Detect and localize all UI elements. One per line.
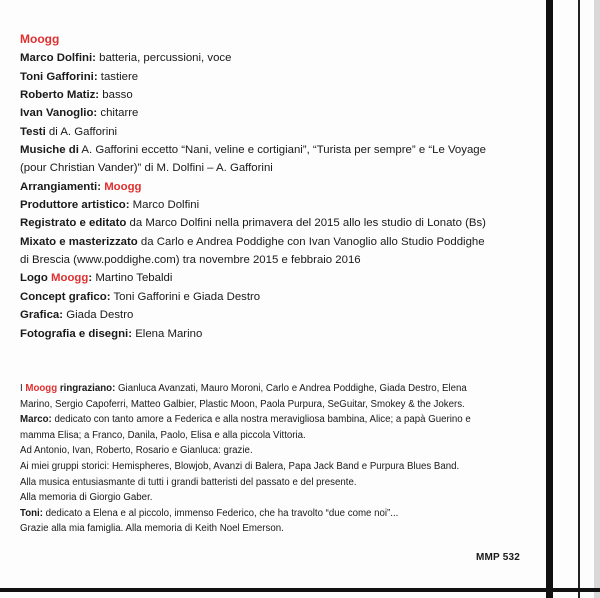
mixato-credit-cont: di Brescia (www.poddighe.com) tra novembre 2015 e febbraio 2016 — [20, 254, 361, 267]
registrato-credit: Registrato e editato da Marco Dolfini nella primavera del 2015 allo les studio di Lonato (Bs) — [20, 217, 486, 230]
thanks-intro: I Moogg ringraziano: Gianluca Avanzati, Mauro Moroni, Carlo e Andrea Poddighe, Giada Destro, Elena — [20, 383, 467, 394]
thanks-line: Ad Antonio, Ivan, Roberto, Rosario e Gianluca: grazie. — [20, 445, 253, 457]
mixato-credit: Mixato e masterizzato da Carlo e Andrea Poddighe con Ivan Vanoglio allo Studio Poddighe — [20, 235, 485, 248]
spine-rule-thick — [546, 0, 553, 598]
band-name: Moogg — [20, 32, 60, 46]
thanks-line: Alla memoria di Giorgio Gaber. — [20, 492, 153, 504]
member-credit: Marco Dolfini: batteria, percussioni, voce — [20, 52, 232, 65]
band-heading — [20, 30, 540, 49]
spine-rule-thin — [578, 0, 580, 598]
credits-block — [20, 30, 540, 343]
arrangiamenti-credit: Arrangiamenti: Moogg — [20, 180, 142, 193]
bottom-rule — [0, 588, 600, 592]
thanks-line: Alla musica entusiasmante di tutti i grandi batteristi del passato e del presente. — [20, 476, 357, 488]
member-credit: Ivan Vanoglio: chitarre — [20, 107, 139, 120]
logo-credit: Logo Moogg: Martino Tebaldi — [20, 272, 173, 285]
member-credit: Roberto Matiz: basso — [20, 89, 133, 102]
thanks-line: Marino, Sergio Capoferri, Matteo Galbier, Plastic Moon, Paola Purpura, SeGuitar, Smokey & the Jokers. — [20, 398, 465, 410]
foto-credit: Fotografia e disegni: Elena Marino — [20, 327, 203, 340]
grafica-credit: Grafica: Giada Destro — [20, 309, 134, 322]
thanks-line: mamma Elisa; a Franco, Danila, Paolo, Elisa e alla piccola Vittoria. — [20, 429, 306, 441]
testi-credit: Testi di A. Gafforini — [20, 125, 118, 138]
thanks-block — [20, 381, 540, 537]
spine-edge-shadow — [594, 0, 600, 598]
produttore-credit: Produttore artistico: Marco Dolfini — [20, 199, 200, 212]
member-credit: Toni Gafforini: tastiere — [20, 70, 139, 83]
concept-credit: Concept grafico: Toni Gafforini e Giada Destro — [20, 290, 261, 303]
catalog-number: MMP 532 — [475, 552, 520, 563]
thanks-line: Grazie alla mia famiglia. Alla memoria di Keith Noel Emerson. — [20, 523, 284, 535]
marco-thanks: Marco: dedicato con tanto amore a Federica e alla nostra meravigliosa bambina, Alice; a papà Guerino e — [20, 414, 471, 426]
musiche-credit-cont: (pour Christian Vander)” di M. Dolfini – A. Gafforini — [20, 162, 273, 175]
musiche-credit: Musiche di A. Gafforini eccetto “Nani, veline e cortigiani”, “Turista per sempre” e “Le Voyage — [20, 144, 486, 157]
thanks-line: Ai miei gruppi storici: Hemispheres, Blowjob, Avanzi di Balera, Papa Jack Band e Purpura Blues Band. — [20, 460, 460, 472]
toni-thanks: Toni: dedicato a Elena e al piccolo, immenso Federico, che ha travolto “due come noi”... — [20, 507, 399, 519]
